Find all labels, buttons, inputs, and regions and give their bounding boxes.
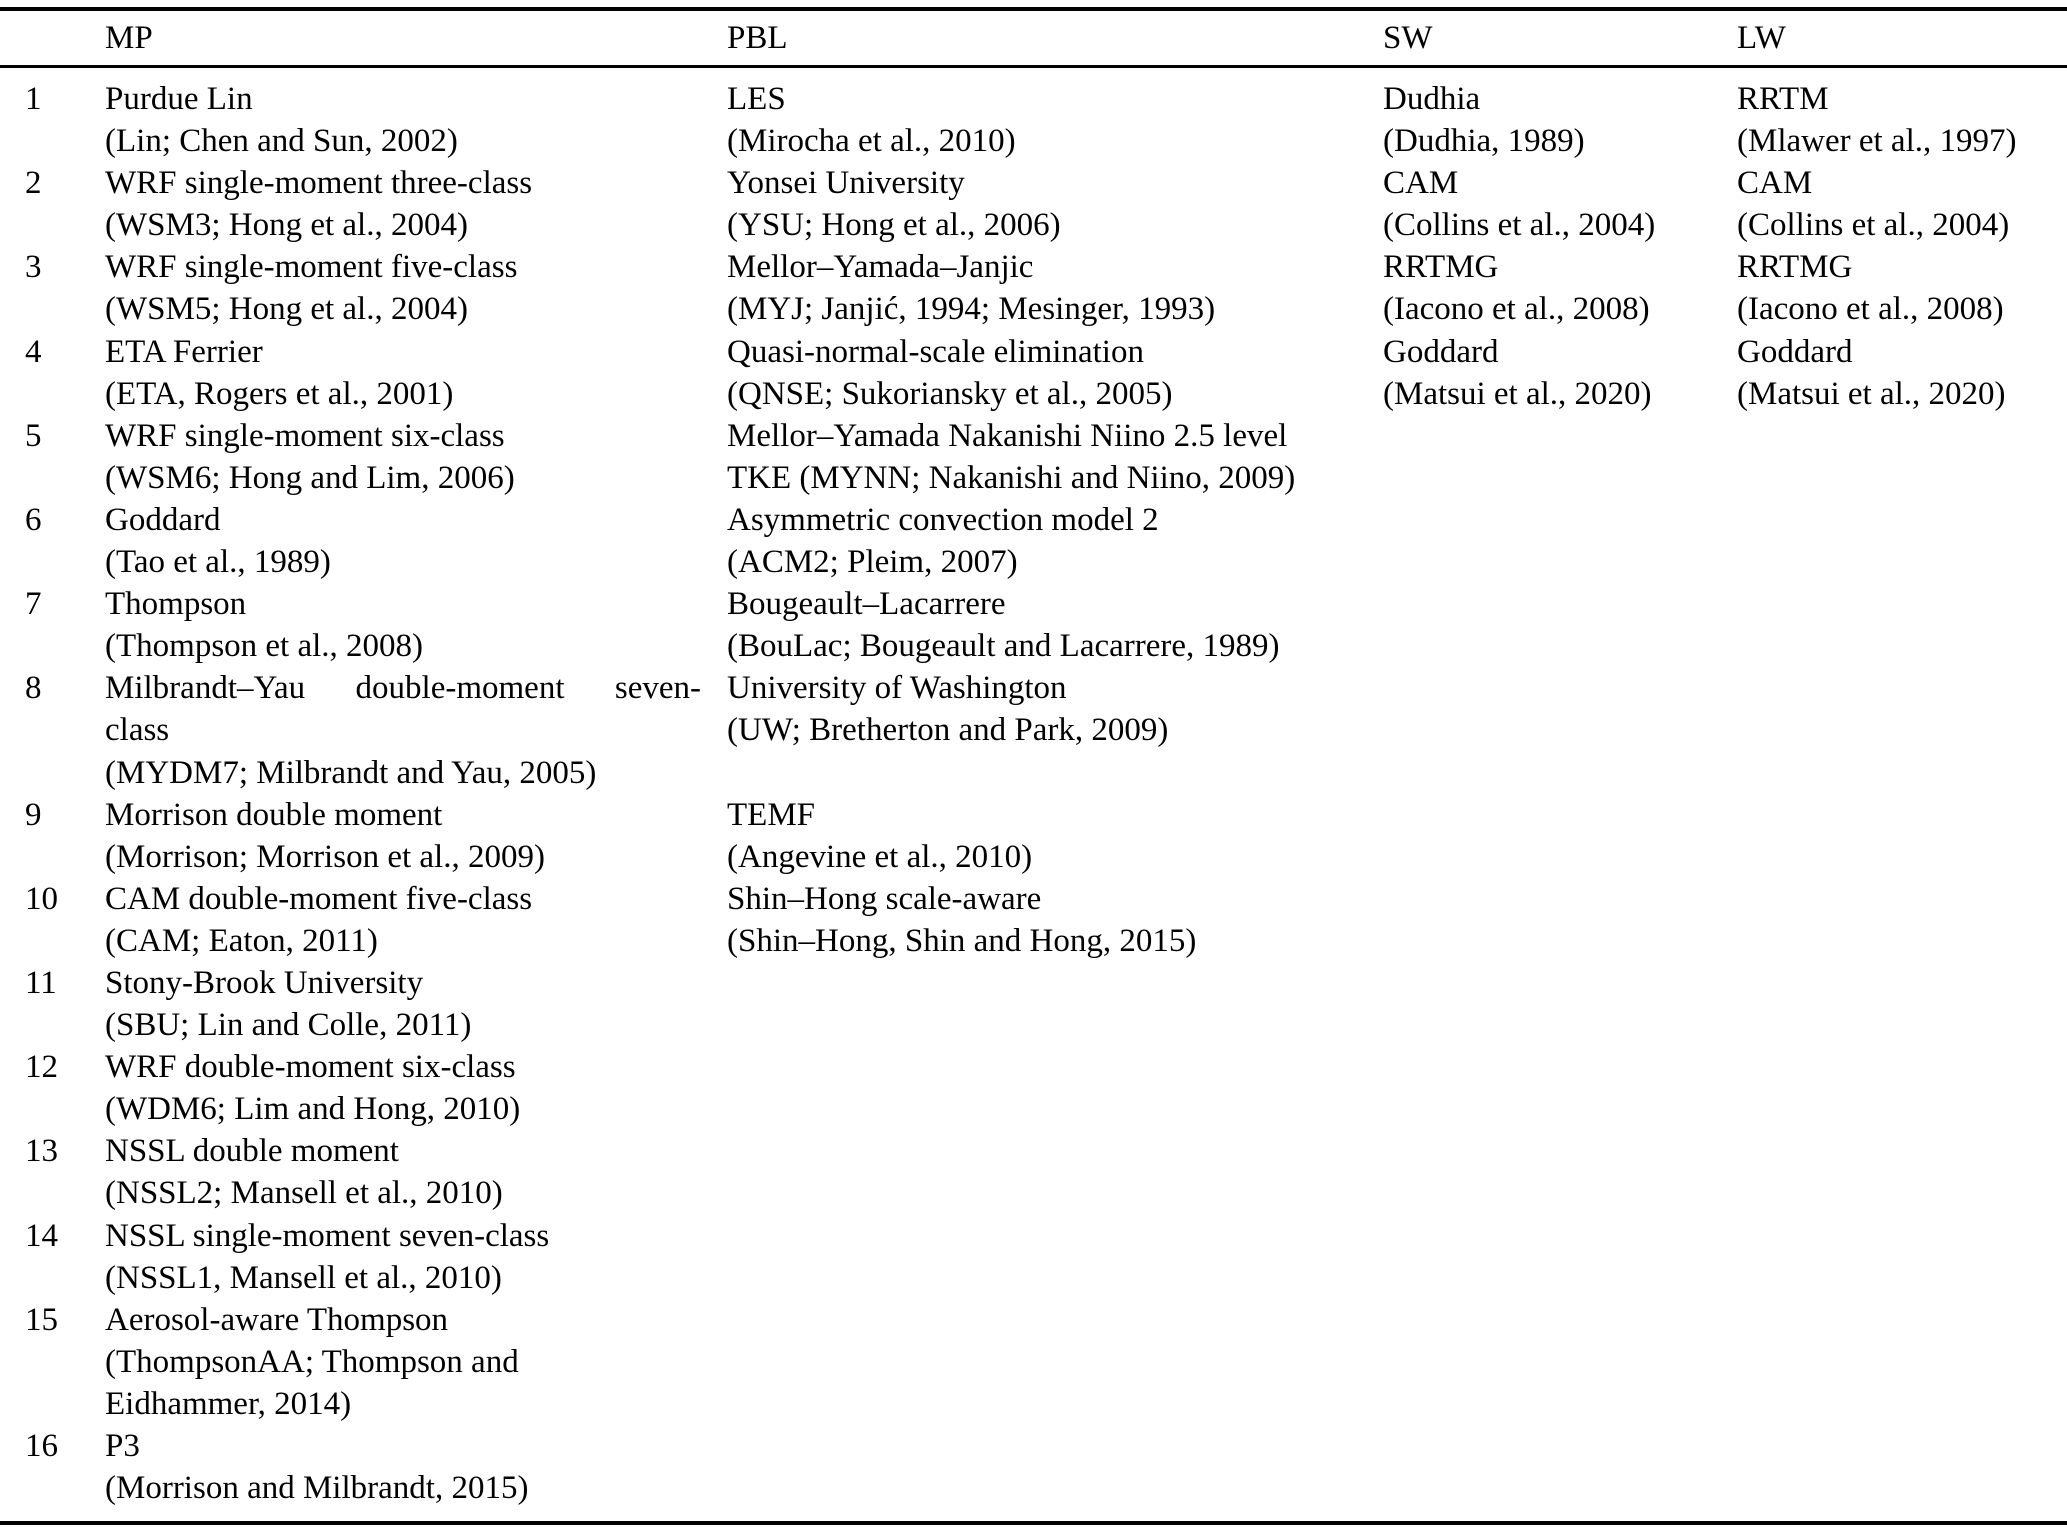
- scheme-name: WRF single-moment three-class: [105, 165, 533, 202]
- cell-mp: [105, 1425, 727, 1509]
- scheme-name: P3: [105, 1428, 140, 1464]
- row-number-cell: [0, 331, 105, 415]
- scheme-citation: (WSM6; Hong and Lim, 2006): [105, 459, 515, 496]
- row-number-cell: [0, 1215, 105, 1299]
- scheme-citation: (WDM6; Lim and Hong, 2010): [105, 1091, 521, 1128]
- scheme-name: Purdue Lin: [105, 81, 253, 117]
- row-number-cell: [0, 1130, 105, 1214]
- scheme-name: Mellor–Yamada Nakanishi Niino 2.5 level: [727, 417, 1288, 454]
- row-number: 16: [25, 1428, 58, 1464]
- row-number-cell: [0, 1046, 105, 1130]
- row-number-cell: [0, 962, 105, 1046]
- physics-schemes-table: [0, 7, 2067, 1525]
- cell-lw: [1737, 1299, 2067, 1425]
- cell-pbl: [727, 583, 1383, 667]
- scheme-name: Dudhia: [1383, 81, 1481, 117]
- cell-lw: [1737, 667, 2067, 793]
- scheme-citation: (UW; Bretherton and Park, 2009): [727, 712, 1169, 749]
- scheme-citation: (Matsui et al., 2020): [1737, 375, 2006, 412]
- cell-sw: [1383, 1299, 1737, 1425]
- cell-mp: [105, 78, 727, 162]
- scheme-citation: (MYDM7; Milbrandt and Yau, 2005): [105, 754, 597, 791]
- cell-lw: [1737, 246, 2067, 330]
- scheme-name: Goddard: [1383, 333, 1499, 370]
- scheme-citation: (CAM; Eaton, 2011): [105, 922, 378, 959]
- scheme-name: Eidhammer, 2014): [105, 1385, 352, 1422]
- scheme-name: RRTMG: [1737, 249, 1853, 286]
- scheme-citation: (Morrison and Milbrandt, 2015): [105, 1470, 529, 1507]
- row-number: 1: [25, 81, 42, 117]
- scheme-citation: (Mlawer et al., 1997): [1737, 123, 2017, 160]
- scheme-citation: (Shin–Hong, Shin and Hong, 2015): [727, 922, 1197, 959]
- cell-mp: [105, 583, 727, 667]
- cell-lw: [1737, 499, 2067, 583]
- row-number: 11: [25, 964, 57, 1001]
- table-header-row: [0, 11, 2067, 65]
- scheme-name: Aerosol-aware Thompson: [105, 1301, 449, 1338]
- cell-lw: [1737, 794, 2067, 878]
- cell-pbl: [727, 162, 1383, 246]
- row-number: 14: [25, 1217, 58, 1254]
- row-number-cell: [0, 499, 105, 583]
- scheme-name: RRTM: [1737, 81, 1829, 117]
- cell-lw: [1737, 878, 2067, 962]
- scheme-name: NSSL double moment: [105, 1133, 399, 1170]
- row-number-cell: [0, 583, 105, 667]
- cell-lw: [1737, 583, 2067, 667]
- table-bottom-rule: [0, 1521, 2067, 1525]
- scheme-citation: (WSM3; Hong et al., 2004): [105, 207, 468, 244]
- cell-sw: [1383, 1215, 1737, 1299]
- scheme-name: University of Washington: [727, 670, 1067, 707]
- scheme-citation: (Morrison; Morrison et al., 2009): [105, 838, 545, 875]
- row-number-cell: [0, 162, 105, 246]
- cell-pbl: [727, 962, 1383, 1046]
- cell-sw: [1383, 962, 1737, 1046]
- cell-pbl: [727, 1130, 1383, 1214]
- scheme-name: Asymmetric convection model 2: [727, 501, 1159, 538]
- cell-mp: [105, 1299, 727, 1425]
- row-number: 12: [25, 1049, 58, 1086]
- row-number: 10: [25, 880, 58, 917]
- row-number: 3: [25, 249, 42, 286]
- scheme-name: WRF single-moment five-class: [105, 249, 518, 286]
- cell-sw: [1383, 162, 1737, 246]
- column-header-pbl: PBL: [727, 19, 788, 56]
- cell-mp: [105, 1046, 727, 1130]
- cell-pbl: [727, 499, 1383, 583]
- row-number: 5: [25, 417, 42, 454]
- scheme-citation: (MYJ; Janjić, 1994; Mesinger, 1993): [727, 291, 1216, 328]
- column-header-sw: SW: [1383, 19, 1433, 56]
- cell-mp: [105, 878, 727, 962]
- cell-mp: [105, 246, 727, 330]
- table-body: [0, 68, 2067, 1521]
- scheme-citation: (Iacono et al., 2008): [1737, 291, 2004, 328]
- column-header-lw: LW: [1737, 19, 1786, 56]
- cell-sw: [1383, 415, 1737, 499]
- cell-pbl: [727, 794, 1383, 878]
- cell-sw: [1383, 246, 1737, 330]
- cell-pbl: [727, 1299, 1383, 1425]
- scheme-citation: (YSU; Hong et al., 2006): [727, 207, 1061, 244]
- cell-sw: [1383, 499, 1737, 583]
- cell-pbl: [727, 878, 1383, 962]
- cell-pbl: [727, 1046, 1383, 1130]
- cell-lw: [1737, 1046, 2067, 1130]
- row-number-cell: [0, 78, 105, 162]
- cell-lw: [1737, 1425, 2067, 1509]
- scheme-citation: (Lin; Chen and Sun, 2002): [105, 123, 458, 160]
- scheme-citation: (ACM2; Pleim, 2007): [727, 544, 1018, 581]
- scheme-name: WRF double-moment six-class: [105, 1049, 516, 1086]
- cell-sw: [1383, 1425, 1737, 1509]
- cell-pbl: [727, 667, 1383, 793]
- cell-lw: [1737, 1215, 2067, 1299]
- row-number-cell: [0, 878, 105, 962]
- scheme-name: Goddard: [1737, 333, 1853, 370]
- cell-mp: [105, 1130, 727, 1214]
- scheme-citation: (Matsui et al., 2020): [1383, 375, 1652, 412]
- scheme-citation: (Collins et al., 2004): [1737, 207, 2010, 244]
- row-number-cell: [0, 415, 105, 499]
- cell-lw: [1737, 962, 2067, 1046]
- cell-pbl: [727, 1215, 1383, 1299]
- cell-sw: [1383, 1046, 1737, 1130]
- scheme-citation: (Dudhia, 1989): [1383, 123, 1585, 160]
- scheme-name: Mellor–Yamada–Janjic: [727, 249, 1034, 286]
- scheme-name: Thompson: [105, 586, 247, 623]
- cell-pbl: [727, 78, 1383, 162]
- row-number: 7: [25, 586, 42, 623]
- row-number: 2: [25, 165, 42, 202]
- cell-sw: [1383, 1130, 1737, 1214]
- scheme-citation: (NSSL1, Mansell et al., 2010): [105, 1259, 502, 1296]
- scheme-name: ETA Ferrier: [105, 333, 263, 370]
- cell-lw: [1737, 415, 2067, 499]
- row-number-cell: [0, 1299, 105, 1425]
- scheme-name: LES: [727, 81, 786, 117]
- cell-lw: [1737, 78, 2067, 162]
- scheme-citation: (Thompson et al., 2008): [105, 628, 424, 665]
- scheme-name: WRF single-moment six-class: [105, 417, 505, 454]
- column-header-mp: MP: [105, 19, 153, 56]
- scheme-name: CAM double-moment five-class: [105, 880, 533, 917]
- cell-mp: [105, 331, 727, 415]
- scheme-name: Milbrandt–Yau double-moment seven-: [105, 670, 701, 707]
- cell-mp: [105, 415, 727, 499]
- scheme-name: Quasi-normal-scale elimination: [727, 333, 1144, 370]
- scheme-citation: (BouLac; Bougeault and Lacarrere, 1989): [727, 628, 1280, 665]
- cell-mp: [105, 499, 727, 583]
- cell-pbl: [727, 331, 1383, 415]
- row-number: 4: [25, 333, 42, 370]
- row-number-cell: [0, 1425, 105, 1509]
- scheme-name: RRTMG: [1383, 249, 1499, 286]
- cell-sw: [1383, 667, 1737, 793]
- cell-mp: [105, 794, 727, 878]
- scheme-name: Yonsei University: [727, 165, 965, 202]
- scheme-name: Goddard: [105, 501, 221, 538]
- column-header-num: [0, 38, 105, 39]
- scheme-name: NSSL single-moment seven-class: [105, 1217, 550, 1254]
- cell-mp: [105, 1215, 727, 1299]
- row-number-cell: [0, 246, 105, 330]
- cell-sw: [1383, 583, 1737, 667]
- scheme-citation: (ThompsonAA; Thompson and: [105, 1343, 519, 1380]
- cell-sw: [1383, 331, 1737, 415]
- scheme-citation: (Mirocha et al., 2010): [727, 123, 1016, 160]
- scheme-citation: (Iacono et al., 2008): [1383, 291, 1650, 328]
- cell-mp: [105, 667, 727, 793]
- cell-lw: [1737, 1130, 2067, 1214]
- row-number: 6: [25, 501, 42, 538]
- scheme-citation: (Collins et al., 2004): [1383, 207, 1656, 244]
- scheme-name: Stony-Brook University: [105, 964, 424, 1001]
- row-number: 15: [25, 1301, 58, 1338]
- cell-mp: [105, 162, 727, 246]
- scheme-citation: (Tao et al., 1989): [105, 544, 331, 581]
- cell-pbl: [727, 246, 1383, 330]
- scheme-citation: (SBU; Lin and Colle, 2011): [105, 1007, 472, 1044]
- scheme-name: CAM: [1383, 165, 1459, 202]
- scheme-name: Bougeault–Lacarrere: [727, 586, 1006, 623]
- cell-mp: [105, 962, 727, 1046]
- scheme-citation: (Angevine et al., 2010): [727, 838, 1033, 875]
- row-number-cell: [0, 794, 105, 878]
- scheme-name: CAM: [1737, 165, 1813, 202]
- cell-sw: [1383, 78, 1737, 162]
- row-number-cell: [0, 667, 105, 793]
- scheme-name: class: [105, 712, 170, 749]
- row-number: 13: [25, 1133, 58, 1170]
- scheme-name: TKE (MYNN; Nakanishi and Niino, 2009): [727, 459, 1296, 496]
- scheme-name: Morrison double moment: [105, 796, 443, 833]
- scheme-citation: (WSM5; Hong et al., 2004): [105, 291, 468, 328]
- cell-lw: [1737, 331, 2067, 415]
- cell-sw: [1383, 794, 1737, 878]
- scheme-name: Shin–Hong scale-aware: [727, 880, 1042, 917]
- scheme-citation: (NSSL2; Mansell et al., 2010): [105, 1175, 503, 1212]
- scheme-citation: (ETA, Rogers et al., 2001): [105, 375, 454, 412]
- scheme-citation: (QNSE; Sukoriansky et al., 2005): [727, 375, 1173, 412]
- scheme-name: TEMF: [727, 796, 816, 833]
- cell-pbl: [727, 1425, 1383, 1509]
- cell-pbl: [727, 415, 1383, 499]
- row-number: 9: [25, 796, 42, 833]
- cell-lw: [1737, 162, 2067, 246]
- cell-sw: [1383, 878, 1737, 962]
- row-number: 8: [25, 670, 42, 707]
